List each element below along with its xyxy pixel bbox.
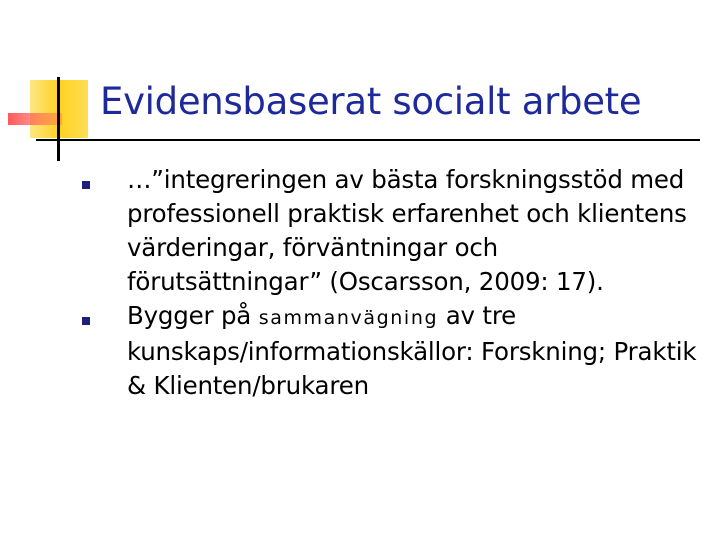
bullet-item-definition [80,163,700,299]
slide-title: Evidensbaserat socialt arbete [100,80,642,123]
bullet-item-sources [80,299,700,403]
bullet-text-sources-end: av tre kunskaps/informationskällor: Forskning; Praktik & Klienten/brukaren [127,301,697,400]
bullet-list [80,163,700,403]
title-underline [36,139,700,141]
bullet-text-sources-start: Bygger på [127,301,259,330]
bullet-text-sources [127,301,696,400]
red-bar [8,113,62,125]
bullet-text-sources-emphasis: sammanvägning [258,307,439,329]
square-bullet-icon [82,317,90,325]
square-bullet-icon [82,181,90,189]
vertical-line [57,77,60,161]
bullet-text-definition: …”integreringen av bästa forskningsstöd med professionell praktisk erfarenhet och klientens värderingar, förväntningar och förutsättningar” (Oscarsson, 2009: 17). [127,165,687,296]
